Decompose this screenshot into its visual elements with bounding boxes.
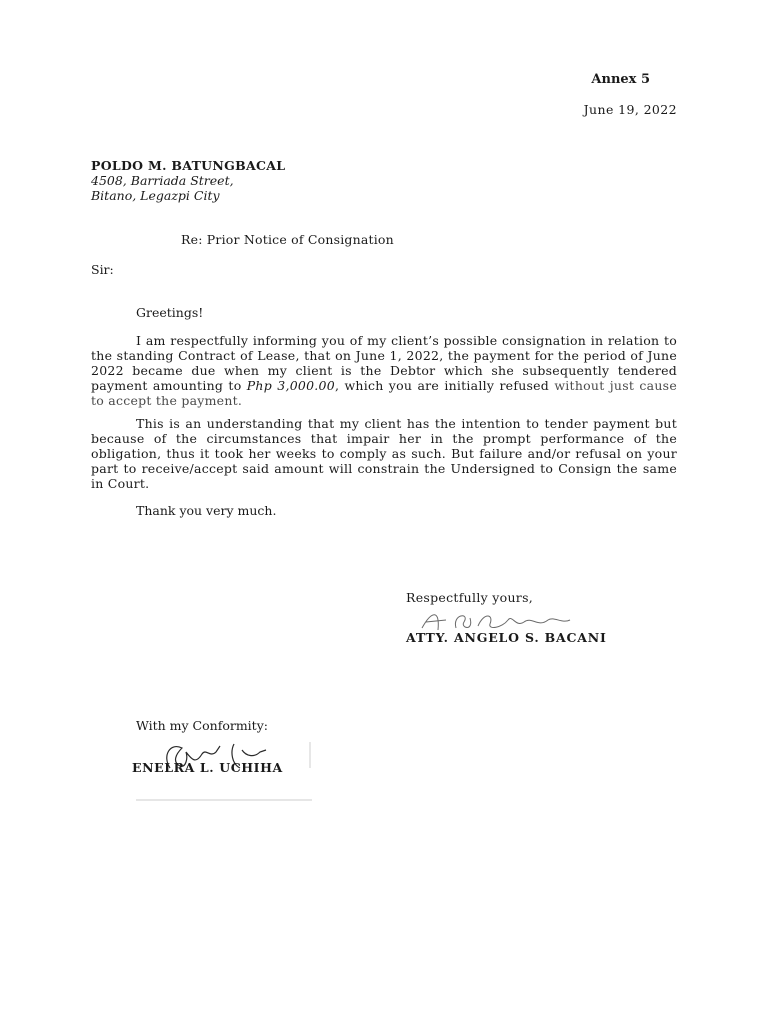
body-paragraph-2	[91, 416, 677, 491]
addressee-name: POLDO M. BATUNGBACAL	[91, 158, 286, 173]
paragraph-2-text: This is an understanding that my client has the intention to tender payment but because of the circumstances that impair her in the prompt performance of the obligation, thus it took her weeks to comply as such. But failure and/or refusal on your part to receive/accept said amount will constrain the Undersigned to Consign the same in Court.	[91, 416, 677, 491]
subject-line: Re: Prior Notice of Consignation	[181, 232, 394, 247]
paragraph-1-text-b: , which you are initially refused	[334, 378, 555, 393]
payment-amount: Php 3,000.00	[246, 378, 335, 393]
paragraph-1-text-c: without just cause to accept the payment.	[91, 378, 677, 408]
thanks-line: Thank you very much.	[136, 503, 277, 518]
paragraph-1-text-a: I am respectfully informing you of my client’s possible consignation in relation to the standing Contract of Lease, that on June 1, 2022, the payment for the period of June 2022 became due when my client is the Debtor which she subsequently tendered payment amounting to	[91, 333, 677, 393]
annex-label: Annex 5	[591, 72, 650, 87]
letter-date: June 19, 2022	[583, 102, 677, 117]
complimentary-close: Respectfully yours,	[406, 590, 534, 605]
addressee-block	[91, 158, 285, 203]
addressee-address-line1: 4508, Barriada Street,	[91, 173, 234, 188]
signatory-name: ATTY. ANGELO S. BACANI	[406, 630, 607, 645]
scan-smudge	[136, 798, 312, 802]
salutation: Sir:	[91, 262, 114, 277]
body-paragraph-1	[91, 333, 677, 408]
conformer-name: ENELRA L. UCHIHA	[132, 760, 283, 775]
addressee-address-line2: Bitano, Legazpi City	[91, 188, 220, 203]
conformity-label: With my Conformity:	[136, 718, 268, 733]
greeting: Greetings!	[136, 305, 204, 320]
